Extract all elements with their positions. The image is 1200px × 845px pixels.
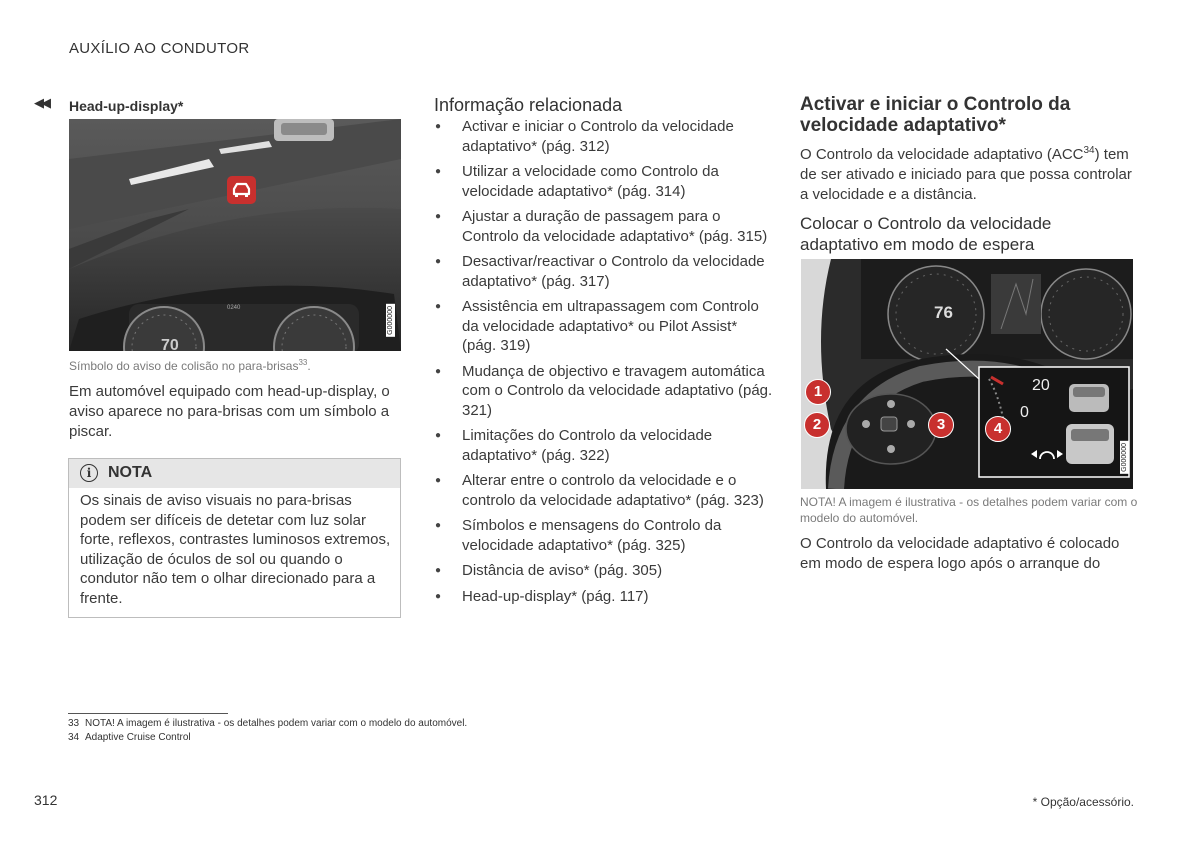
option-note: * Opção/acessório. — [1032, 795, 1134, 809]
back-arrow-icon[interactable]: ◀◀ — [34, 95, 48, 110]
figure2-caption: NOTA! A imagem é ilustrativa - os detalhes podem variar com o modelo do automóvel. — [800, 495, 1138, 525]
related-link[interactable]: ● Head-up-display* (pág. 117) — [434, 587, 774, 607]
cluster-speed: 76 — [934, 303, 953, 322]
related-link[interactable]: ● Símbolos e mensagens do Controlo da velocidade adaptativo* (pág. 325) — [434, 516, 774, 555]
speed-digits: 70 — [161, 337, 179, 351]
figure-id: G000000 — [387, 306, 394, 335]
footnote-text: Adaptive Cruise Control — [85, 732, 191, 743]
footnote-number: 34 — [68, 732, 80, 743]
related-link[interactable]: ● Desactivar/reactivar o Controlo da velocidade adaptativo* (pág. 317) — [434, 252, 774, 291]
note-header — [69, 459, 400, 488]
hud-collision-figure — [69, 119, 401, 351]
inset-speed: 20 — [1032, 377, 1050, 394]
intro-text-a: O Controlo da velocidade adaptativo (ACC — [800, 146, 1084, 163]
related-link[interactable]: ● Mudança de objectivo e travagem automática com o Controlo da velocidade adaptativo (pág. 321) — [434, 362, 774, 421]
intro-text-b: ) tem de ser ativado e iniciado para que possa controlar a velocidade e a distância. — [800, 146, 1132, 203]
note-box — [68, 458, 401, 618]
callout-1: 1 — [805, 379, 831, 405]
hud-heading: Head-up-display* — [69, 98, 184, 114]
figure-id: G000000 — [1121, 443, 1128, 472]
related-link[interactable]: ● Utilizar a velocidade como Controlo da velocidade adaptativo* (pág. 314) — [434, 162, 774, 201]
footnote-divider — [68, 713, 228, 714]
section-heading: Activar e iniciar o Controlo da velocidade adaptativo* — [800, 94, 1071, 136]
intro-text — [800, 141, 1135, 205]
related-link[interactable]: ● Alterar entre o controlo da velocidade e o controlo da velocidade adaptativo* (pág. 323) — [434, 471, 774, 510]
related-link[interactable]: ● Assistência em ultrapassagem com Controlo da velocidade adaptativo* ou Pilot Assist* (pág. 319) — [434, 297, 774, 356]
dash-label: 0240 — [227, 305, 241, 311]
standby-body-text: O Controlo da velocidade adaptativo é colocado em modo de espera logo após o arranque do — [800, 535, 1120, 572]
note-text: Os sinais de aviso visuais no para-brisas podem ser difíceis de detetar com luz solar forte, reflexos, contrastes luminosos extremos, utilização de óculos de sol ou quando o condutor não tem o olhar direcionado para a frente. — [80, 492, 391, 607]
footnote-34 — [68, 731, 191, 745]
related-info-title: Informação relacionada — [434, 95, 623, 115]
collision-warning-icon — [227, 176, 256, 204]
callout-3: 3 — [928, 412, 954, 438]
callout-2: 2 — [804, 412, 830, 438]
page-number: 312 — [34, 792, 58, 808]
callout-4: 4 — [985, 416, 1011, 442]
related-info-list — [434, 117, 774, 612]
related-link[interactable]: ● Ajustar a duração de passagem para o Controlo da velocidade adaptativo* (pág. 315) — [434, 207, 774, 246]
figure1-caption: Símbolo do aviso de colisão no para-brisas$^{33}$. — [69, 358, 311, 373]
footnote-33 — [68, 717, 467, 731]
related-link[interactable]: ● Activar e iniciar o Controlo da velocidade adaptativo* (pág. 312) — [434, 117, 774, 156]
footnote-ref-33[interactable]: 33 — [298, 358, 308, 367]
footnote-ref-34[interactable]: 34 — [1083, 145, 1095, 156]
hud-body-text: Em automóvel equipado com head-up-display, o aviso aparece no para-brisas com um símbolo a piscar. — [69, 383, 390, 440]
footnote-number: 33 — [68, 718, 80, 729]
note-title: NOTA — [108, 464, 153, 481]
figure1-caption-text: Símbolo do aviso de colisão no para-brisas — [69, 359, 299, 373]
footnote-text: NOTA! A imagem é ilustrativa - os detalhes podem variar com o modelo do automóvel. — [85, 718, 468, 729]
info-icon: i — [80, 464, 98, 482]
steering-wheel-figure — [801, 259, 1133, 489]
section-header: AUXÍLIO AO CONDUTOR — [69, 40, 250, 57]
related-link[interactable]: ● Distância de aviso* (pág. 305) — [434, 561, 774, 581]
subsection-heading: Colocar o Controlo da velocidade adaptativo em modo de espera — [800, 214, 1052, 254]
related-link[interactable]: ● Limitações do Controlo da velocidade adaptativo* (pág. 322) — [434, 426, 774, 465]
inset-zero: 0 — [1020, 404, 1029, 421]
